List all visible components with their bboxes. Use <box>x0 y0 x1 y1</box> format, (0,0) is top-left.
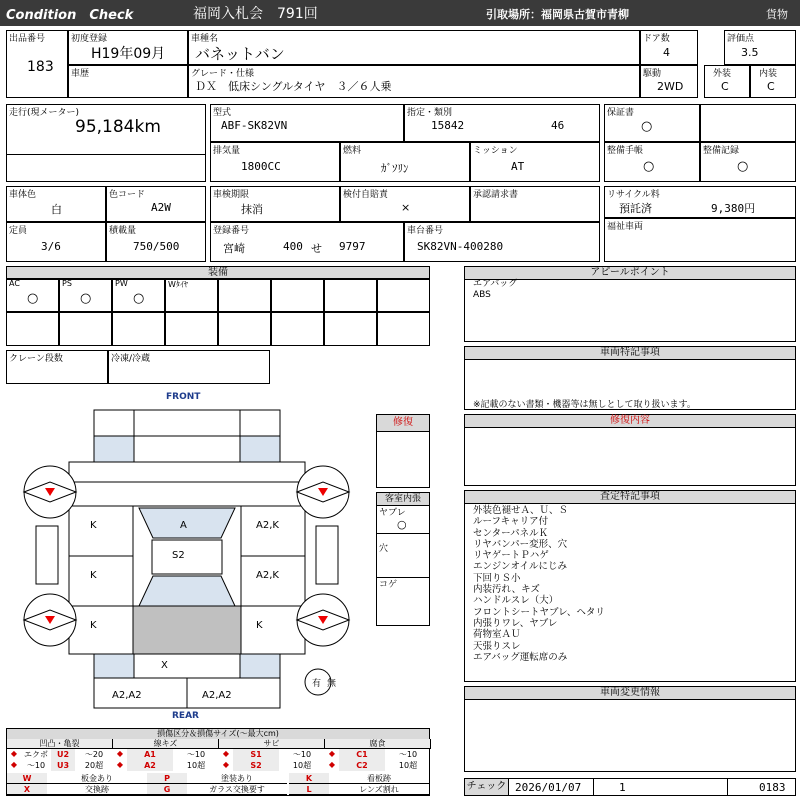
special-panel <box>464 346 796 410</box>
check-label: チェック <box>465 779 509 795</box>
legend-code-key: L <box>289 784 329 795</box>
legend-code-key: G <box>147 784 187 795</box>
mission-value: AT <box>511 160 525 173</box>
legend-code-key: X <box>7 784 47 795</box>
legend-cell: 〜10 <box>26 761 46 770</box>
header-left-title: Condition Check <box>6 8 134 23</box>
spare-present: 有 <box>312 679 322 689</box>
inspection-value: 抹消 <box>241 203 263 216</box>
legend-cell: 10超 <box>398 761 418 770</box>
legend-diamond-icon: ◆ <box>10 749 18 758</box>
color-code-value: A2W <box>151 201 171 214</box>
wheel-front-right-icon <box>297 466 349 518</box>
cabin-hole-label: 穴 <box>379 544 389 554</box>
first-reg-label: 初度登録 <box>71 34 108 44</box>
check-footer <box>464 778 796 796</box>
crane-label: クレーン段数 <box>9 354 63 364</box>
displacement-value: 1800CC <box>241 160 281 173</box>
warranty-value: ○ <box>641 119 653 134</box>
legend-code-value: 看板跡 <box>329 773 429 784</box>
mark-hood: A <box>180 520 187 531</box>
mark-right-rear: K <box>256 620 263 631</box>
legend-diamond-icon: ◆ <box>116 760 124 769</box>
check-count: 1 <box>619 781 626 794</box>
special-note: ※記載のない書類・機器等は無しとして取り扱います。 <box>473 400 696 410</box>
inspection-note-line: フロントシートヤブレ、ヘタリ <box>473 606 605 618</box>
inspection-note-line: 荷物室ＡＵ <box>473 629 521 641</box>
body-color-label: 車体色 <box>9 190 37 200</box>
legend-cell: 20超 <box>84 761 104 770</box>
history-label: 車歴 <box>71 69 90 79</box>
welfare-cell <box>604 218 796 262</box>
recycle-label: リサイクル料 <box>607 190 660 200</box>
equipment-mark: ○ <box>80 291 92 306</box>
cabin-title: 客室内張 <box>377 493 429 506</box>
mark-rear-bumper-right: A2,A2 <box>202 690 232 701</box>
legend-code-value: レンズ割れ <box>329 784 429 795</box>
change-panel <box>464 686 796 772</box>
exterior-label: 外装 <box>713 69 732 79</box>
legend-code-value: 交換跡 <box>47 784 147 795</box>
wheel-rear-right-icon <box>297 594 349 646</box>
mark-left-mid: K <box>90 570 97 581</box>
type-a-value: 15842 <box>431 119 465 132</box>
legend-panel <box>6 728 430 796</box>
regno-label: 登録番号 <box>213 226 250 236</box>
drive-value: 2WD <box>657 80 684 93</box>
check-id: 0183 <box>759 781 786 794</box>
drive-cell <box>640 65 698 98</box>
mark-left-rear: K <box>90 620 97 631</box>
mark-right-mid: A2,K <box>256 570 279 581</box>
score-cell <box>724 30 796 65</box>
legend-diamond-icon: ◆ <box>328 749 336 758</box>
autotax-value: × <box>401 201 411 214</box>
interior-label: 内装 <box>759 69 778 79</box>
model-value: ABF-SK82VN <box>221 119 288 132</box>
mark-rear-bumper-left: A2,A2 <box>112 690 142 701</box>
inspection-note-line: 下回りＳ小 <box>473 572 521 584</box>
inspection-note-line: 内装汚れ、キズ <box>473 584 540 596</box>
approval-label: 承認請求書 <box>473 190 519 200</box>
wheel-rear-left-icon <box>24 594 76 646</box>
exterior-value: C <box>721 80 729 93</box>
reg-kana: せ <box>311 242 322 255</box>
repair-panel <box>464 414 796 486</box>
mission-label: ミッション <box>473 146 518 156</box>
appeal-line: エアバッグ <box>473 279 518 289</box>
type-label: 指定・類別 <box>407 108 453 118</box>
check-date: 2026/01/07 <box>515 781 582 794</box>
legend-code-value: 板金あり <box>47 773 147 784</box>
mark-center: S2 <box>172 550 185 561</box>
inspection-note-line: ルーフキャリア付 <box>473 516 549 528</box>
legend-diamond-icon: ◆ <box>328 760 336 769</box>
appeal-line: ABS <box>473 290 491 300</box>
capacity-label: 定員 <box>9 226 28 236</box>
fuel-value: ｶﾞｿﾘﾝ <box>381 162 409 175</box>
car-name-label: 車種名 <box>191 34 219 44</box>
spare-absent: 無 <box>327 679 337 689</box>
pickup-location: 引取場所：福岡県古賀市青柳 <box>486 8 629 21</box>
equipment-mark: ○ <box>133 291 145 306</box>
inspection-note-line: 内張りワレ、ヤブレ <box>473 617 558 629</box>
mark-left-front: K <box>90 520 97 531</box>
inspection-notes-panel <box>464 490 796 682</box>
warranty-label: 保証書 <box>607 108 635 118</box>
displacement-label: 排気量 <box>213 146 241 156</box>
manual-label: 整備手帳 <box>607 146 644 156</box>
load-label: 積載量 <box>109 226 137 236</box>
equipment-label: AC <box>9 279 20 288</box>
inspection-notes-title: 査定特記事項 <box>465 491 795 504</box>
car-name-value: バネットバン <box>195 45 285 63</box>
change-title: 車両変更情報 <box>465 687 795 700</box>
legend-group-name: 腐食 <box>325 739 431 749</box>
equipment-label: PS <box>62 279 72 288</box>
capacity-value: 3/6 <box>41 240 61 253</box>
inspection-note-line: センターパネルＫ <box>473 527 549 539</box>
model-label: 型式 <box>213 108 232 118</box>
inspection-note-line: エアバッグ運転席のみ <box>473 651 568 663</box>
inspection-notes-list <box>473 505 605 663</box>
legend-cell: C1 <box>339 749 385 760</box>
equipment-label: PW <box>115 279 128 288</box>
legend-cell: 10超 <box>186 761 206 770</box>
chassis-label: 車台番号 <box>407 226 444 236</box>
reg-class: 400 <box>283 240 303 253</box>
rear-label: REAR <box>172 711 199 721</box>
doors-value: 4 <box>663 46 670 59</box>
cabin-burn-label: コゲ <box>379 580 398 590</box>
repair-box <box>376 414 430 488</box>
approval-cell <box>470 186 600 222</box>
warranty-extra-cell <box>700 104 796 142</box>
legend-cell: S1 <box>233 749 279 760</box>
appeal-lines <box>473 279 517 301</box>
cabin-tear-value: ○ <box>397 518 407 531</box>
wheel-front-left-icon <box>24 466 76 518</box>
manual-value: ○ <box>643 159 655 174</box>
doors-label: ドア数 <box>643 34 670 44</box>
repair-title: 修復内容 <box>465 415 795 428</box>
grade-label: グレード・仕様 <box>191 69 255 79</box>
interior-cell <box>750 65 796 98</box>
legend-code-key: P <box>147 773 187 784</box>
legend-cell: 〜20 <box>84 750 104 759</box>
inspection-note-line: 外装色褪せＡ、Ｕ、Ｓ <box>473 505 569 516</box>
equipment-label: Wﾀｲﾔ <box>168 280 188 289</box>
recycle-status: 預託済 <box>619 202 652 215</box>
interior-value: C <box>767 80 775 93</box>
lot-number: 183 <box>27 59 54 75</box>
legend-diamond-icon: ◆ <box>222 760 230 769</box>
legend-cell: U3 <box>51 760 75 771</box>
legend-code-key: K <box>289 773 329 784</box>
legend-code-key: W <box>7 773 47 784</box>
appeal-title: アピールポイント <box>465 267 795 280</box>
freezer-label: 冷凍/冷蔵 <box>111 354 151 364</box>
legend-code-value: ガラス交換要す <box>187 784 287 795</box>
special-title: 車両特記事項 <box>465 347 795 360</box>
recycle-fee: 9,380円 <box>711 202 756 215</box>
warranty-cell <box>604 104 700 142</box>
legend-cell: 〜10 <box>186 750 206 759</box>
autotax-label: 検付自賠責 <box>343 190 389 200</box>
legend-diamond-icon: ◆ <box>222 749 230 758</box>
legend-group-name: 凹凸・亀裂 <box>7 739 113 749</box>
type-b-value: 46 <box>551 119 565 132</box>
drive-label: 駆動 <box>643 69 662 79</box>
mileage-label: 走行(現メーター) <box>9 108 80 118</box>
mark-right-front: A2,K <box>256 520 279 531</box>
body-color-value: 白 <box>51 203 62 216</box>
legend-cell: S2 <box>233 760 279 771</box>
legend-cell: U2 <box>51 749 75 760</box>
lot-label: 出品番号 <box>9 34 46 44</box>
inspection-note-line: ハンドルスレ（大） <box>473 595 559 607</box>
score-label: 評価点 <box>727 34 755 44</box>
legend-diamond-icon: ◆ <box>10 760 18 769</box>
doors-cell <box>640 30 698 65</box>
score-value: 3.5 <box>741 46 759 59</box>
auction-title: 福岡入札会 791回 <box>193 6 318 22</box>
inspection-label: 車検期限 <box>213 190 250 200</box>
legend-group-name: サビ <box>219 739 325 749</box>
inspection-note-line: リヤゲートＰハゲ <box>473 550 549 562</box>
reg-number: 9797 <box>339 240 366 253</box>
appeal-panel <box>464 266 796 342</box>
legend-code-value: 塗装あり <box>187 773 287 784</box>
load-value: 750/500 <box>133 240 180 253</box>
grade-value: ＤＸ 低床シングルタイヤ ３／６人乗 <box>195 80 392 93</box>
repair-box-title: 修復 <box>377 415 429 432</box>
equipment-mark: ○ <box>27 291 39 306</box>
fuel-label: 燃料 <box>343 146 362 156</box>
legend-title: 損傷区分＆損傷サイズ(〜最大cm) <box>7 729 429 740</box>
legend-cell: A1 <box>127 749 173 760</box>
cabin-tear-label: ヤブレ <box>379 508 406 518</box>
legend-cell: C2 <box>339 760 385 771</box>
mileage-value: 95,184km <box>75 117 161 137</box>
first-reg-value: H19年09月 <box>91 46 166 62</box>
legend-cell: A2 <box>127 760 173 771</box>
chassis-value: SK82VN-400280 <box>417 240 504 253</box>
legend-cell: エクボ <box>24 750 48 759</box>
record-value: ○ <box>737 159 749 174</box>
legend-cell: 10超 <box>292 761 312 770</box>
record-cell <box>700 142 796 182</box>
vehicle-category: 貨物 <box>766 8 788 21</box>
legend-group-name: 線キズ <box>113 739 219 749</box>
legend-cell: 〜10 <box>398 750 418 759</box>
color-code-label: 色コード <box>109 190 146 200</box>
recycle-cell <box>604 186 796 218</box>
reg-place: 宮崎 <box>223 242 245 255</box>
legend-cell: 〜10 <box>292 750 312 759</box>
equipment-title: 装備 <box>7 267 429 280</box>
cabin-box <box>376 492 430 626</box>
inspection-note-line: リヤバンパー変形、穴 <box>473 538 568 550</box>
front-label: FRONT <box>166 392 201 402</box>
exterior-cell <box>704 65 750 98</box>
inspection-note-line: 天張りスレ <box>473 640 521 652</box>
mission-cell <box>470 142 600 182</box>
manual-cell <box>604 142 700 182</box>
inspection-note-line: エンジンオイルにじみ <box>473 561 568 573</box>
mark-rear: X <box>161 660 168 671</box>
legend-diamond-icon: ◆ <box>116 749 124 758</box>
welfare-label: 福祉車両 <box>607 222 644 232</box>
record-label: 整備記録 <box>703 146 740 156</box>
